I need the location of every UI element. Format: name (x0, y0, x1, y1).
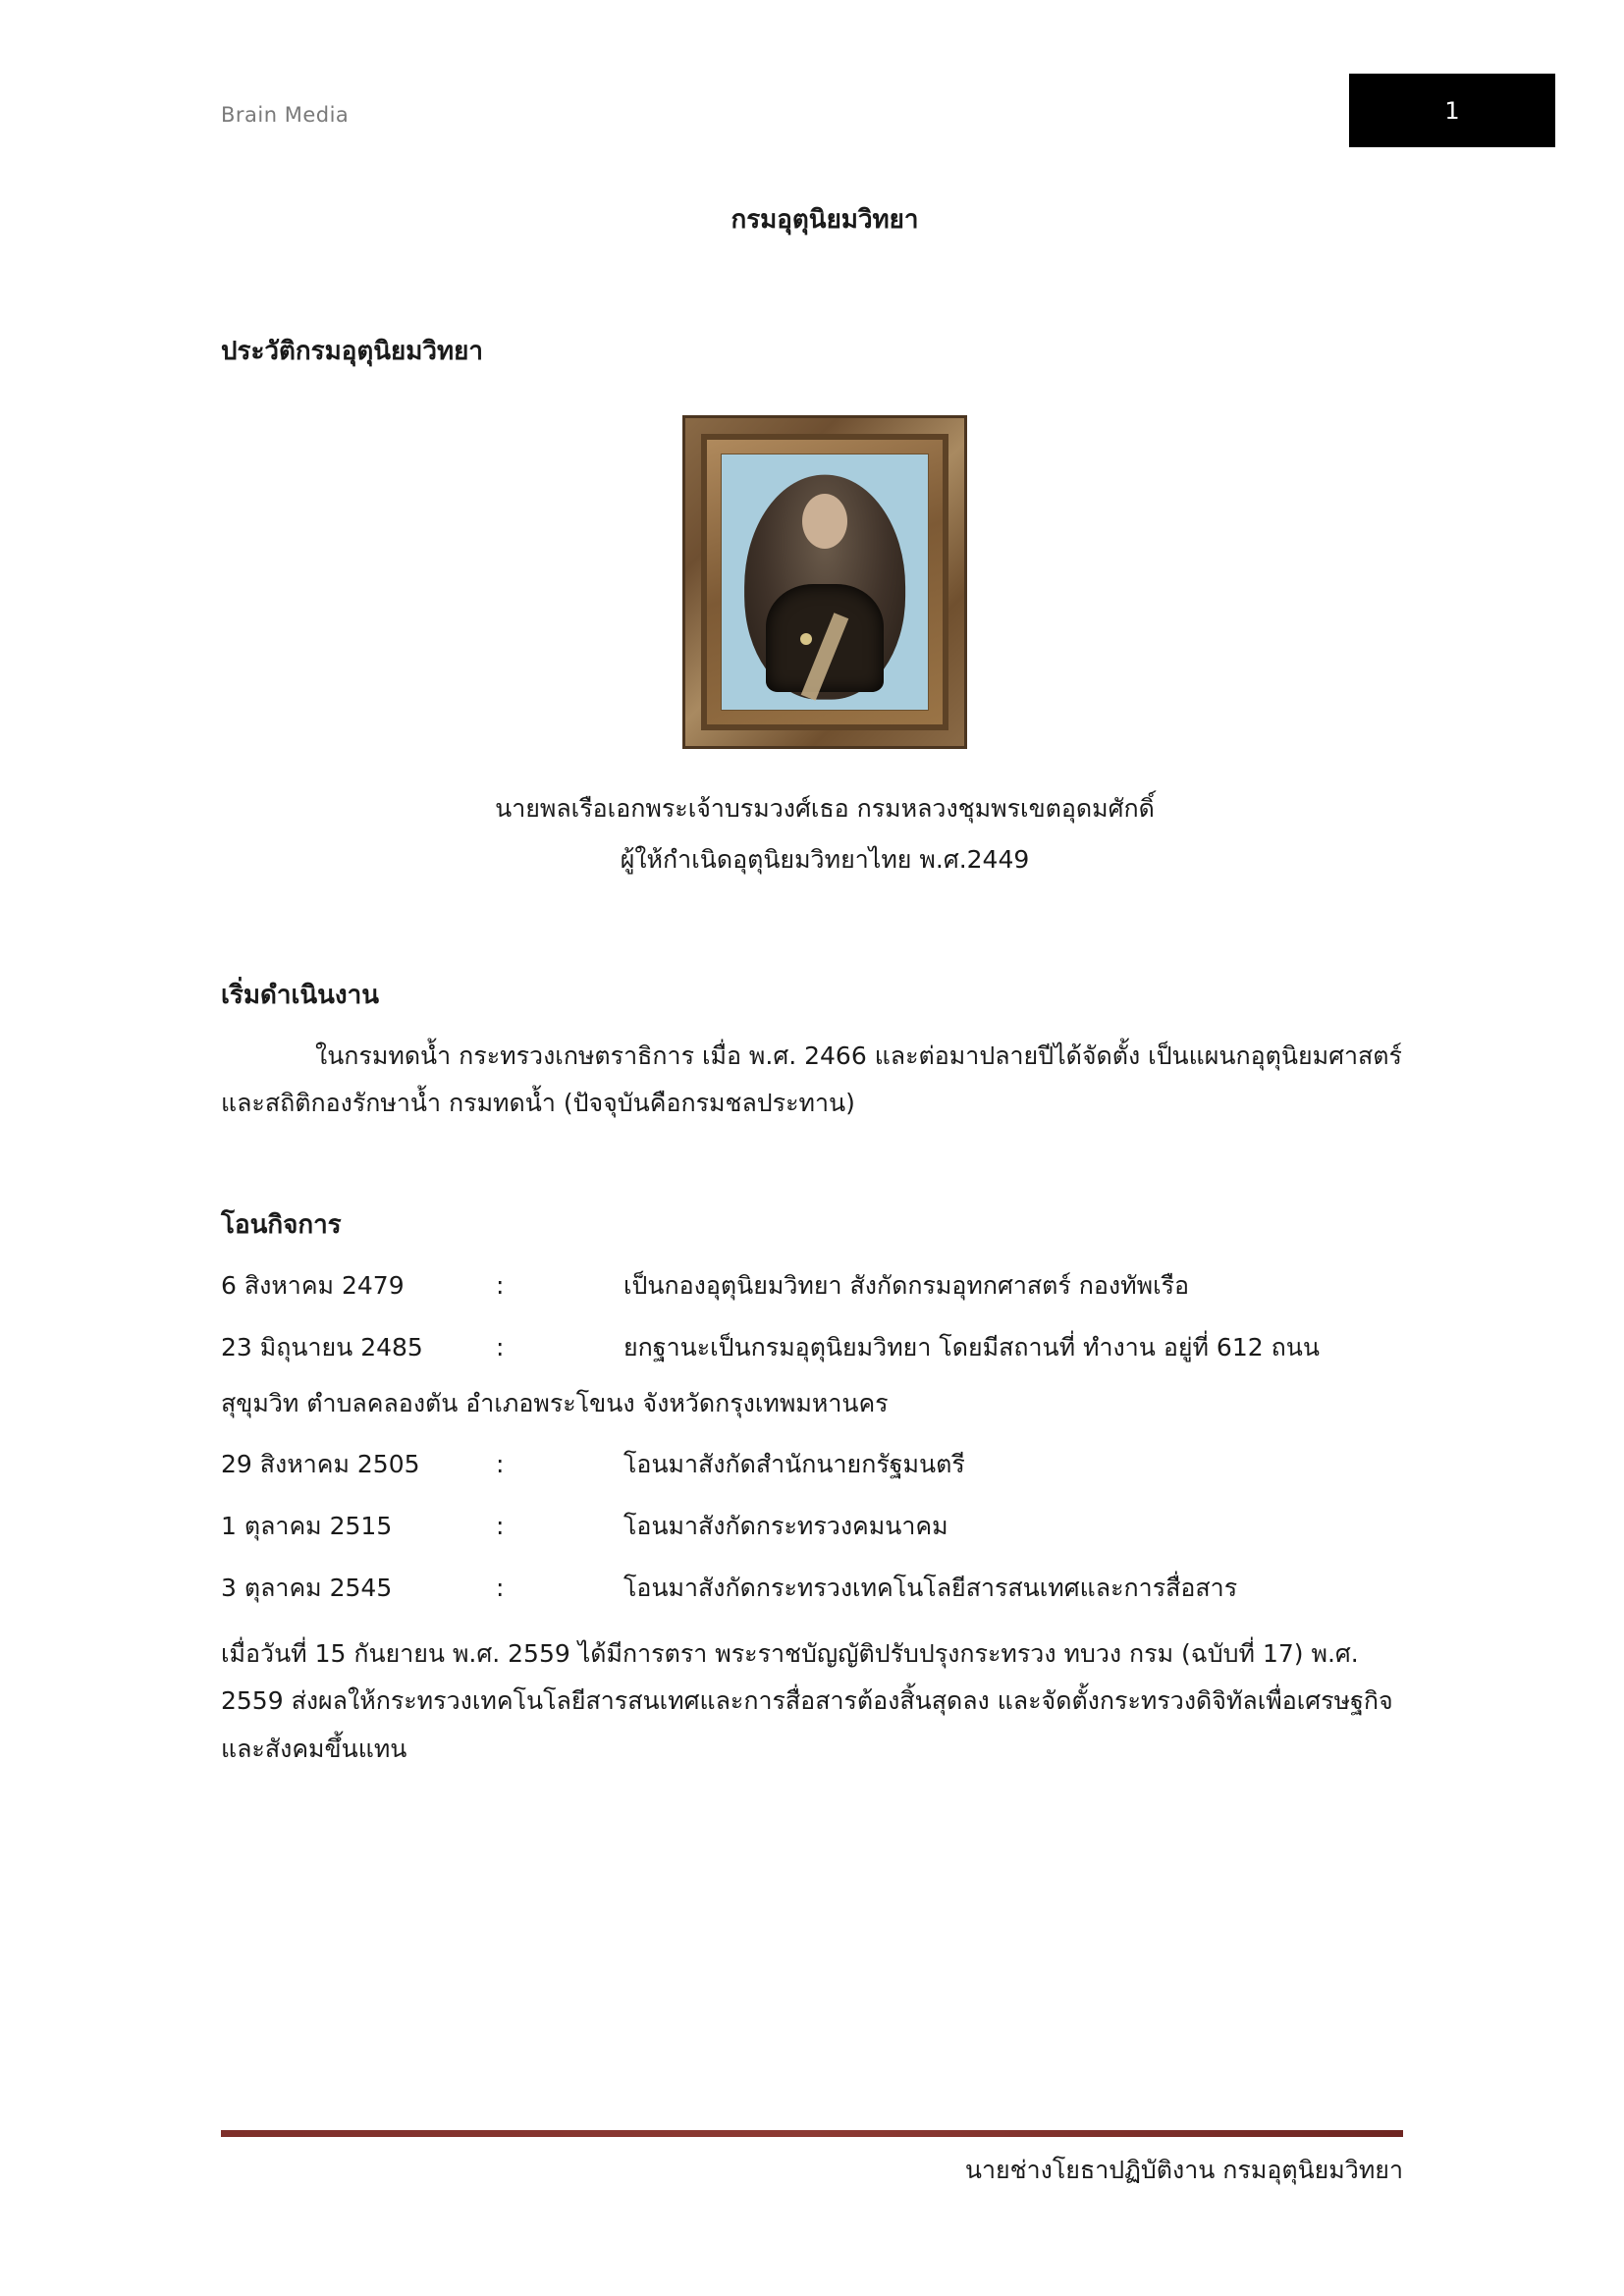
header-left-label: Brain Media (221, 103, 350, 127)
figure-caption-line-1: นายพลเรือเอกพระเจ้าบรมวงศ์เธอ กรมหลวงชุมพรเขตอุดมศักดิ์ (495, 794, 1155, 823)
list-item (221, 1565, 1429, 1613)
page-title: กรมอุตุนิยมวิทยา (731, 205, 919, 235)
figure-caption-line-2: ผู้ให้กำเนิดอุตุนิยมวิทยาไทย พ.ศ.2449 (620, 845, 1030, 875)
section-heading-start: เริ่มดำเนินงาน (221, 980, 379, 1010)
transfer-text: โอนมาสังกัดกระทรวงเทคโนโลยีสารสนเทศและการสื่อสาร (623, 1573, 1238, 1602)
document-content (221, 0, 1429, 1774)
closing-paragraph: เมื่อวันที่ 15 กันยายน พ.ศ. 2559 ได้มีการตรา พระราชบัญญัติปรับปรุงกระทรวง ทบวง กรม (ฉบับที่ 17) พ.ศ. 2559 ส่งผลให้กระทรวงเทคโนโลยีสารสนเทศและการสื่อสารต้องสิ้นสุดลง และจัดตั้งกระทรวงดิจิทัลเพื่อเศรษฐกิจและสังคมขึ้นแทน (221, 1638, 1393, 1763)
list-item (221, 1441, 1429, 1489)
portrait-figure (221, 415, 1429, 749)
footer-divider (221, 2130, 1403, 2137)
portrait-medal (800, 633, 812, 645)
transfer-colon: : (496, 1512, 505, 1540)
picture-frame (682, 415, 967, 749)
picture-frame-inner (701, 434, 948, 730)
transfer-colon: : (496, 1450, 505, 1479)
section-heading-transfer: โอนกิจการ (221, 1210, 342, 1240)
transfer-text: โอนมาสังกัดสำนักนายกรัฐมนตรี (623, 1450, 965, 1479)
page-number-text: 1 (1444, 96, 1460, 125)
portrait-image (721, 454, 929, 711)
list-item (221, 1503, 1429, 1551)
transfer-date: 1 ตุลาคม 2515 (221, 1512, 393, 1540)
footer-text: นายช่างโยธาปฏิบัติงาน กรมอุตุนิยมวิทยา (964, 2156, 1403, 2184)
list-item (221, 1324, 1429, 1372)
transfer-text-continuation: สุขุมวิท ตำบลคลองตัน อำเภอพระโขนง จังหวัดกรุงเทพมหานคร (221, 1388, 889, 1417)
transfer-list (221, 1262, 1429, 1613)
transfer-colon: : (496, 1332, 505, 1362)
transfer-date: 6 สิงหาคม 2479 (221, 1271, 405, 1300)
transfer-date: 29 สิงหาคม 2505 (221, 1450, 420, 1479)
transfer-date: 3 ตุลาคม 2545 (221, 1573, 393, 1602)
list-item (221, 1262, 1429, 1310)
transfer-text: โอนมาสังกัดกระทรวงคมนาคม (623, 1512, 948, 1540)
section-heading-history: ประวัติกรมอุตุนิยมวิทยา (221, 337, 483, 366)
portrait-face (802, 494, 847, 549)
transfer-text: ยกฐานะเป็นกรมอุตุนิยมวิทยา โดยมีสถานที่ ทำงาน อยู่ที่ 612 ถนน (623, 1332, 1320, 1362)
transfer-text: เป็นกองอุตุนิยมวิทยา สังกัดกรมอุทกศาสตร์ กองทัพเรือ (623, 1271, 1190, 1300)
start-paragraph: ในกรมทดน้ำ กระทรวงเกษตราธิการ เมื่อ พ.ศ. 2466 และต่อมาปลายปีได้จัดตั้ง เป็นแผนกอุตุนิยมศาสตร์ และสถิติกองรักษาน้ำ กรมทดน้ำ (ปัจจุบันคือกรมชลประทาน) (221, 1041, 1402, 1118)
transfer-colon: : (496, 1271, 505, 1300)
transfer-colon: : (496, 1573, 505, 1602)
transfer-date: 23 มิถุนายน 2485 (221, 1332, 423, 1362)
